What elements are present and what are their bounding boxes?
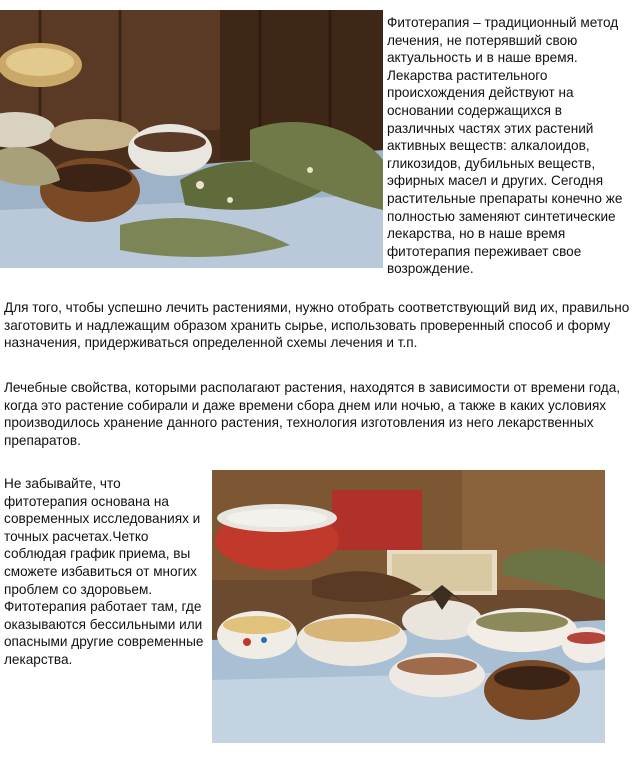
herbs-market-photo-top [0,10,383,268]
paragraph-herb-selection: Для того, чтобы успешно лечить растениями, нужно отобрать соответствующий вид их, правильно заготовить и надлежащим образом хранить сырье, использовать проверенный способ и форму назначения, придерживаться определенной схемы лечения и т.п. [4,300,630,351]
herbs-table-illustration [0,10,383,268]
herbs-bowls-illustration [212,470,605,743]
side-note-paragraph: Не забывайте, что фитотерапия основана на современных исследованиях и точных расчетах.Четко соблюдая график приема, вы сможете избавиться от многих проблем со здоровьем. Фитотерапия работает там, где оказываются бессильными или опасными другие современные лекарства. [4,476,204,667]
intro-paragraph: Фитотерапия – традиционный метод лечения, не потерявший свою актуальность и в наше время. Лекарства растительного происхождения действуют на основании содержащихся в различных частях этих растений активных веществ: алкалоидов, гликозидов, дубильных веществ, эфирных масел и других. Сегодня растительные препараты конечно же полностью заменяют синтетические лекарства, но в наше время фитотерапия переживает свое возрождение. [387,15,623,277]
paragraph-healing-properties: Лечебные свойства, которыми располагают растения, находятся в зависимости от времени года, когда это растение собирали и даже времени сбора днем или ночью, а также в каких условиях производилось хранение данного растения, технология изготовления из него лекарственных препаратов. [4,380,621,448]
herbs-market-photo-bottom [212,470,605,743]
